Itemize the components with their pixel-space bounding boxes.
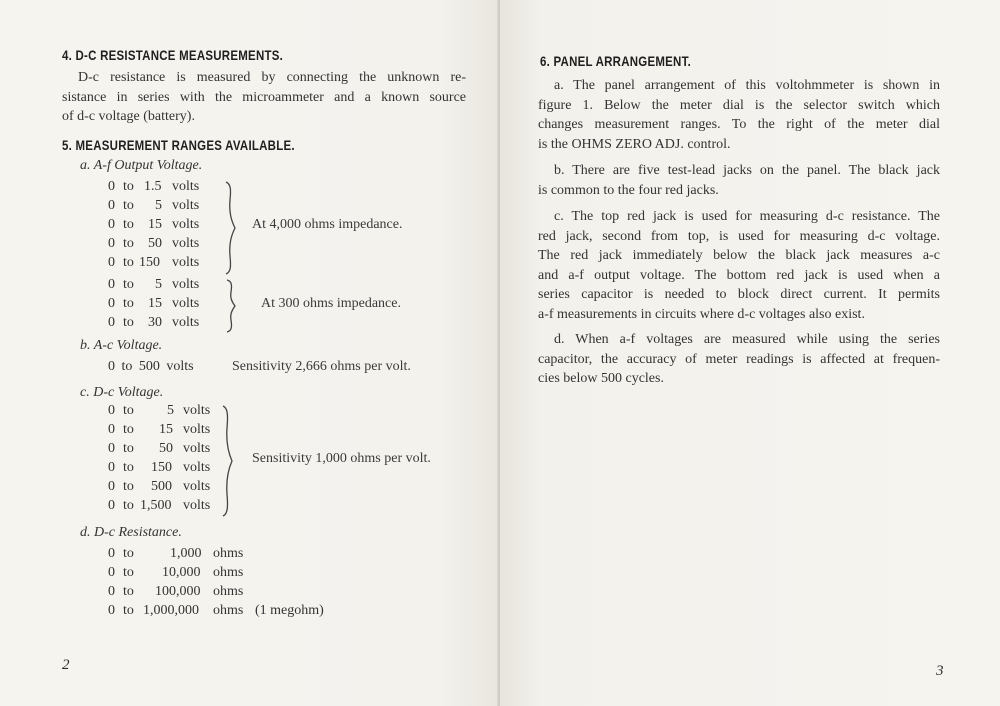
range-unit: volts xyxy=(183,460,211,475)
range-row xyxy=(0,565,360,583)
range-row xyxy=(0,315,220,333)
range-to: to xyxy=(123,422,134,437)
para-c-line-1: c. The top red jack is used for measuring d-c resistance. The xyxy=(554,209,940,224)
range-unit: volts xyxy=(172,277,200,292)
para-d-line-2: capacitor, the accuracy of meter readings is affected at frequen- xyxy=(538,351,940,367)
range-unit: volts xyxy=(172,198,200,213)
range-to: to xyxy=(123,498,134,513)
range-value: 1,000 xyxy=(170,546,202,561)
range-row xyxy=(0,479,220,497)
range-value: 5 xyxy=(167,403,174,418)
ac-voltage-note: Sensitivity 2,666 ohms per volt. xyxy=(232,359,411,374)
range-row xyxy=(0,255,220,273)
range-row xyxy=(0,498,220,516)
range-value: 100,000 xyxy=(155,584,201,599)
range-unit: volts xyxy=(172,296,200,311)
range-from: 0 xyxy=(108,217,115,232)
range-to: to xyxy=(123,460,134,475)
brace-icon xyxy=(219,404,235,518)
range-to: to xyxy=(123,179,134,194)
para-d-line-3: cies below 500 cycles. xyxy=(538,371,664,386)
range-row xyxy=(0,277,220,295)
brace-icon xyxy=(222,180,238,276)
range-value: 150 xyxy=(139,255,160,270)
range-row xyxy=(0,546,360,564)
range-from: 0 xyxy=(108,479,115,494)
range-to: to xyxy=(123,479,134,494)
range-to: to xyxy=(123,277,134,292)
range-row xyxy=(0,198,220,216)
range-row xyxy=(0,584,360,602)
para-a-line-4: is the OHMS ZERO ADJ. control. xyxy=(538,136,731,152)
range-from: 0 xyxy=(108,498,115,513)
range-from: 0 xyxy=(108,296,115,311)
range-row xyxy=(0,460,220,478)
range-value: 15 xyxy=(159,422,173,437)
range-unit: volts xyxy=(183,403,211,418)
range-from: 0 xyxy=(108,460,115,475)
range-from: 0 xyxy=(108,255,115,270)
range-to: to xyxy=(123,546,134,561)
range-unit: volts xyxy=(183,422,211,437)
paragraph-a xyxy=(538,76,940,154)
range-unit: ohms xyxy=(213,603,244,618)
range-unit: ohms xyxy=(213,584,244,599)
para-c-line-5: series capacitor is needed to block direct current. It permits xyxy=(538,287,940,302)
range-unit: ohms xyxy=(213,565,244,580)
section-5-heading: 5. MEASUREMENT RANGES AVAILABLE. xyxy=(62,137,295,153)
section-4-body xyxy=(62,68,466,127)
range-value: 10,000 xyxy=(162,565,201,580)
range-to: to xyxy=(123,565,134,580)
subsection-c-label: c. D-c Voltage. xyxy=(80,385,164,400)
range-unit: volts xyxy=(172,315,200,330)
range-to: to xyxy=(123,217,134,232)
range-unit: volts xyxy=(183,479,211,494)
af-group-1-note: At 4,000 ohms impedance. xyxy=(252,217,403,232)
section-4-heading: 4. D-C RESISTANCE MEASUREMENTS. xyxy=(62,47,284,63)
range-from: 0 xyxy=(108,236,115,251)
para-d-line-1: d. When a-f voltages are measured while using the series xyxy=(554,332,940,347)
range-to: to xyxy=(123,584,134,599)
right-page xyxy=(500,0,1000,706)
page-number-left: 2 xyxy=(62,657,70,673)
range-value: 5 xyxy=(155,277,162,292)
range-from: 0 xyxy=(108,603,115,618)
range-from: 0 xyxy=(108,277,115,292)
range-row xyxy=(0,441,220,459)
page-number-right: 3 xyxy=(936,663,944,679)
section-4-line-2: sistance in series with the microammeter and a known source xyxy=(62,89,466,105)
range-from: 0 xyxy=(108,584,115,599)
section-6-heading: 6. PANEL ARRANGEMENT. xyxy=(540,53,692,69)
para-a-line-2: figure 1. Below the meter dial is the selector switch which xyxy=(538,97,940,113)
left-page xyxy=(0,0,498,706)
para-b-line-1: b. There are five test-lead jacks on the panel. The black jack xyxy=(554,163,940,178)
range-row xyxy=(0,603,360,621)
section-4-line-1: D-c resistance is measured by connecting the unknown re- xyxy=(78,70,466,85)
range-unit: volts xyxy=(183,498,211,513)
range-row xyxy=(0,422,220,440)
paragraph-b xyxy=(538,161,940,200)
range-from: 0 xyxy=(108,546,115,561)
section-4-line-3: of d-c voltage (battery). xyxy=(62,109,195,124)
paragraph-c xyxy=(538,207,940,324)
range-unit: volts xyxy=(172,236,200,251)
range-from: 0 xyxy=(108,403,115,418)
dc-voltage-note: Sensitivity 1,000 ohms per volt. xyxy=(252,451,431,466)
subsection-d-label: d. D-c Resistance. xyxy=(80,525,182,540)
range-unit: volts xyxy=(183,441,211,456)
range-to: to xyxy=(123,403,134,418)
range-from: 0 xyxy=(108,315,115,330)
range-to: to xyxy=(123,198,134,213)
range-value: 15 xyxy=(148,217,162,232)
range-unit: ohms xyxy=(213,546,244,561)
range-value: 30 xyxy=(148,315,162,330)
range-value: 5 xyxy=(155,198,162,213)
range-row xyxy=(0,296,220,314)
subsection-a-label: a. A-f Output Voltage. xyxy=(80,158,203,173)
range-from: 0 xyxy=(108,441,115,456)
range-row xyxy=(0,217,220,235)
range-row xyxy=(0,236,220,254)
para-c-line-4: and a-f output voltage. The bottom red jack is used when a xyxy=(538,267,940,283)
range-from: 0 xyxy=(108,179,115,194)
range-to: to xyxy=(123,603,134,618)
range-to: to xyxy=(123,255,134,270)
range-value: 150 xyxy=(151,460,172,475)
range-to: to xyxy=(123,296,134,311)
range-value: 1,000,000 xyxy=(143,603,199,618)
para-c-line-6: a-f measurements in circuits where d-c voltages also exist. xyxy=(538,306,865,322)
range-from: 0 xyxy=(108,422,115,437)
para-c-line-2: red jack, second from top, is used for measuring d-c voltage. xyxy=(538,228,940,244)
range-value: 1.5 xyxy=(144,179,162,194)
range-from: 0 xyxy=(108,565,115,580)
range-value: 1,500 xyxy=(140,498,172,513)
range-value: 50 xyxy=(148,236,162,251)
para-a-line-3: changes measurement ranges. To the right of the meter dial xyxy=(538,117,940,132)
range-unit: volts xyxy=(172,255,200,270)
para-a-line-1: a. The panel arrangement of this voltohmmeter is shown in xyxy=(554,78,940,93)
range-unit: volts xyxy=(172,217,200,232)
range-value: 15 xyxy=(148,296,162,311)
range-row xyxy=(0,403,220,421)
range-extra: (1 megohm) xyxy=(255,603,324,618)
range-to: to xyxy=(123,441,134,456)
brace-icon xyxy=(224,278,238,334)
range-to: to xyxy=(123,236,134,251)
range-value: 500 xyxy=(151,479,172,494)
range-to: to xyxy=(123,315,134,330)
ac-voltage-range: 0 to 500 volts xyxy=(108,359,194,374)
paragraph-d xyxy=(538,330,940,389)
para-b-line-2: is common to the four red jacks. xyxy=(538,182,719,198)
range-from: 0 xyxy=(108,198,115,213)
subsection-b-label: b. A-c Voltage. xyxy=(80,338,163,353)
range-row xyxy=(0,179,220,197)
af-group-2-note: At 300 ohms impedance. xyxy=(261,296,401,311)
para-c-line-3: The red jack immediately below the black jack measures a-c xyxy=(538,248,940,263)
range-unit: volts xyxy=(172,179,200,194)
range-value: 50 xyxy=(159,441,173,456)
